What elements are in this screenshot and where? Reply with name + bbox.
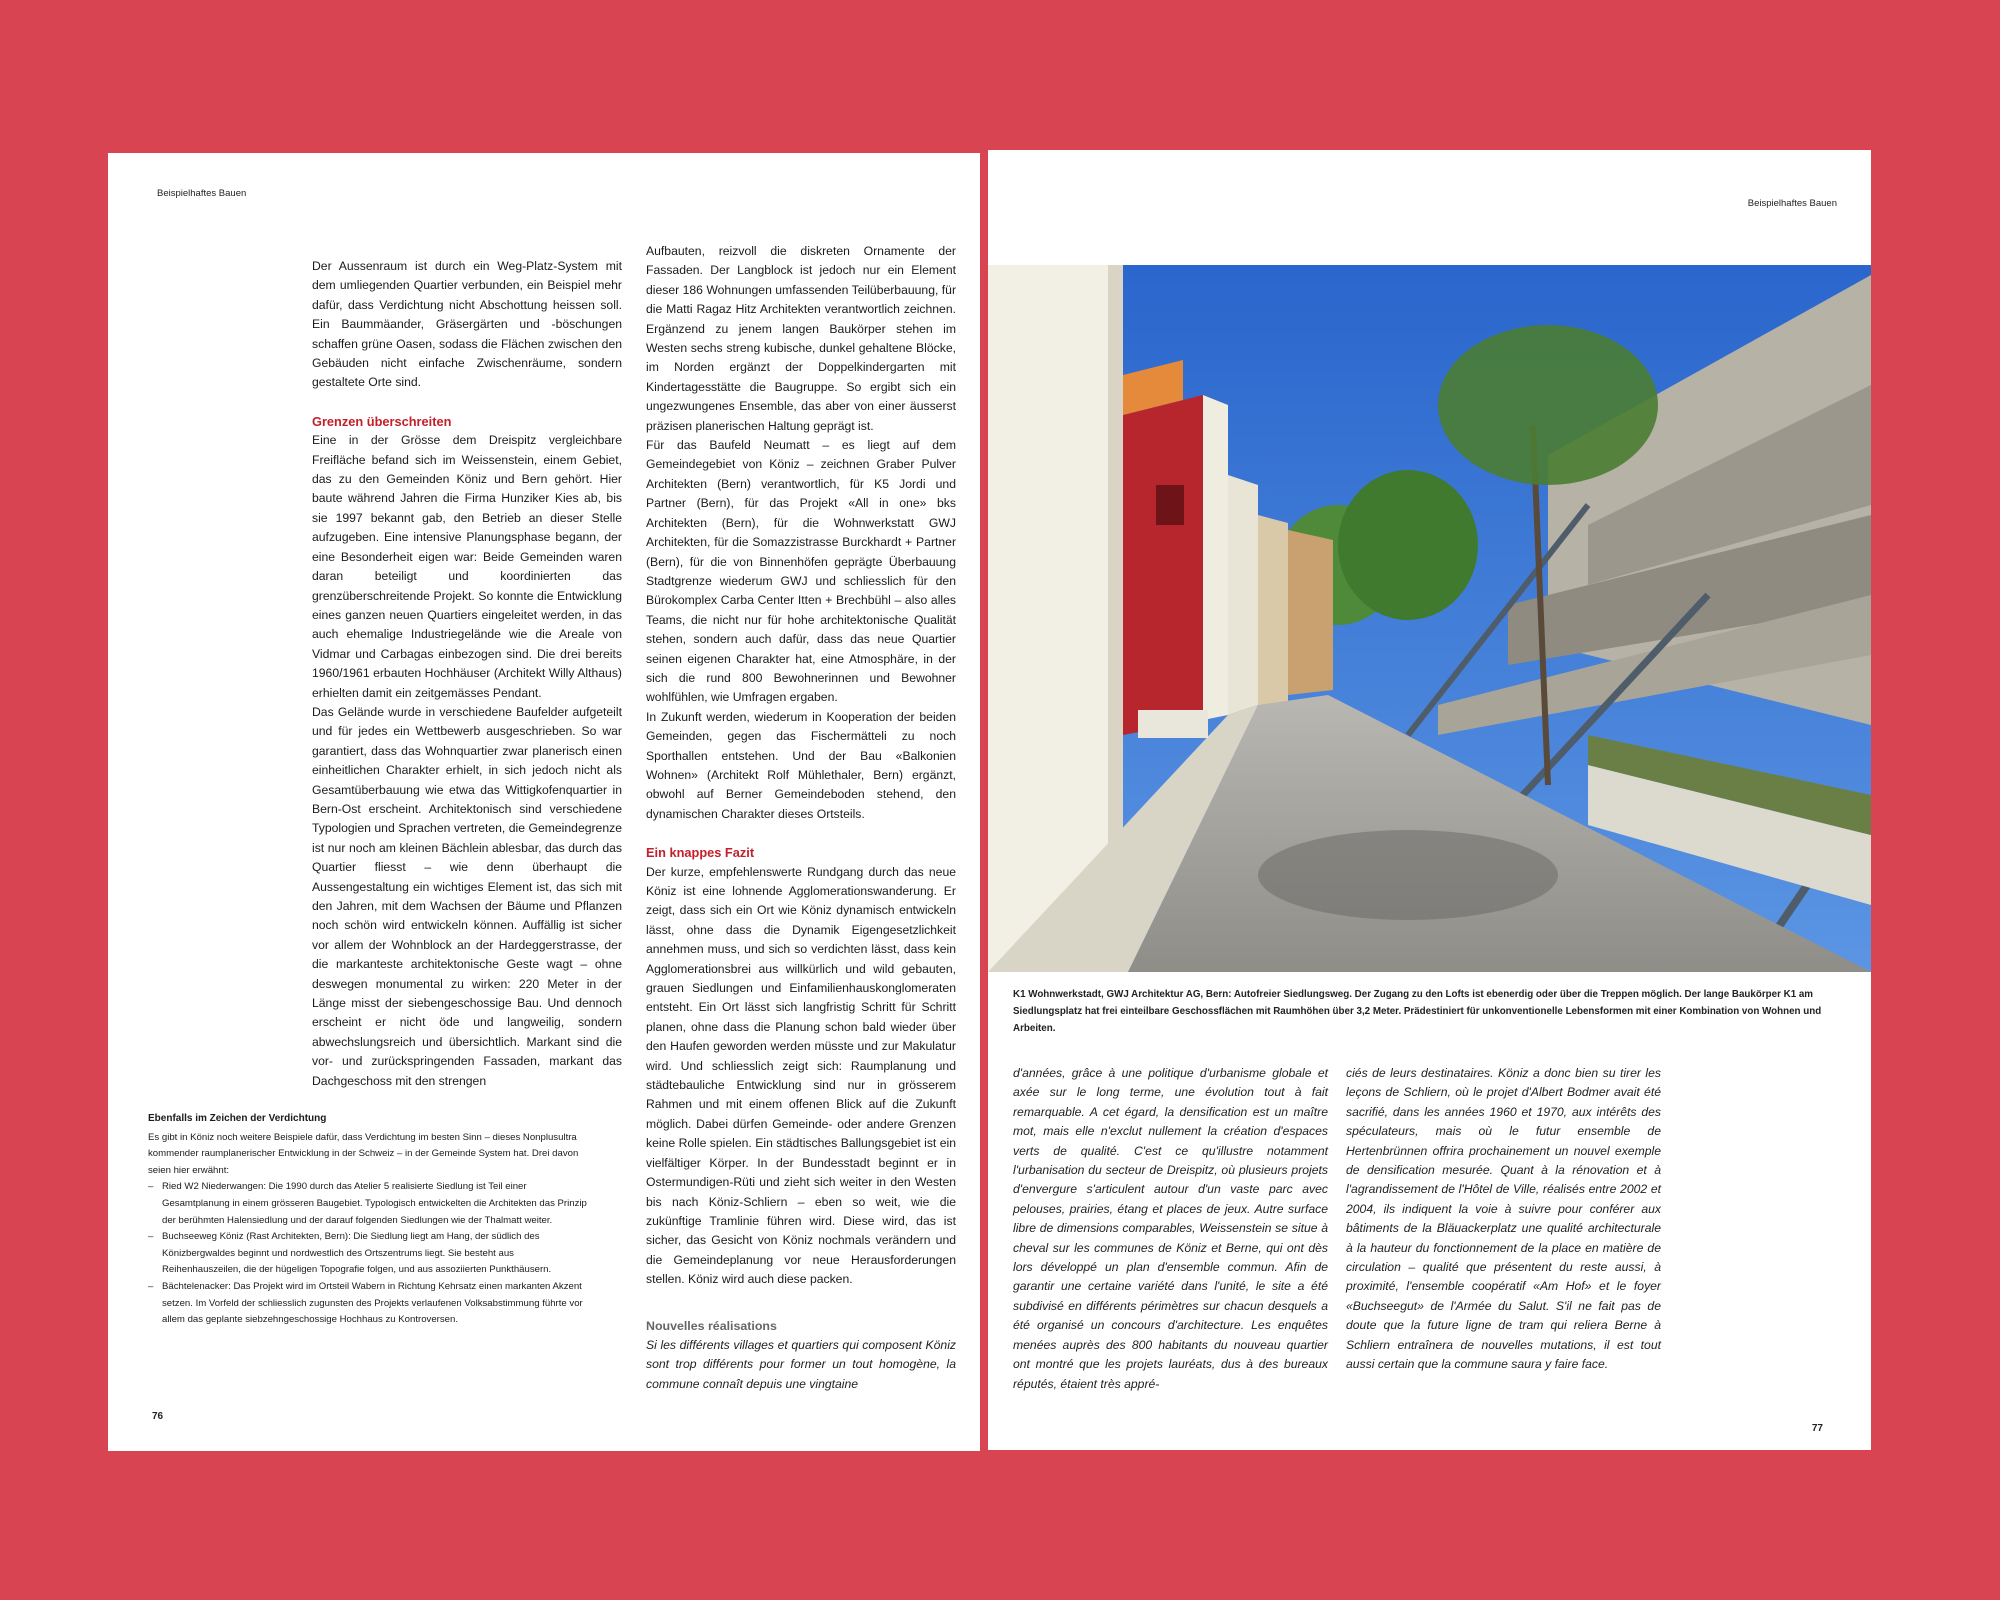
- bullet-dash: –: [148, 1231, 154, 1243]
- list-item: [148, 1179, 590, 1229]
- right-page: [988, 150, 1871, 1450]
- french-intro: [646, 1336, 956, 1394]
- paragraph: d'années, grâce à une politique d'urbanisme globale et axée sur le long terme, une évolution tout à fait remarquable. A cet égard, la densification est un maître mot, mais elle n'exclut nullement la création d'espaces verts de qualité. C'est ce qu'illustre notamment l'urbanisation du secteur de Dreispitz, où plusieurs projets d'envergure s'articulent autour d'un vaste parc avec pelouses, prairies, étang et places de jeux. Autre surface libre de dimensions comparables, Weissenstein se situe à cheval sur les communes de Köniz et Berne, qui ont dès lors développé un plan d'ensemble commun. Afin de garantir une certaine variété dans l'unité, le site a été subdivisé en différents périmètres sur chacun desquels a été organisé un concours d'architecture. Les enquêtes menées auprès des 800 habitants du nouveau quartier ont montré que les projets lauréats, dus à des bureaux réputés, étaient très appré-: [1013, 1066, 1328, 1391]
- red-facade-building: [1123, 395, 1203, 735]
- sidebar-intro: Es gibt in Köniz noch weitere Beispiele dafür, dass Verdichtung im besten Sinn – dieses Nonplusultra kommender raumplanerischer Entwicklung in der Schweiz – in der Gemeinde System hat. Drei davon seien hier erwähnt:: [148, 1131, 579, 1176]
- section-heading: Ein knappes Fazit: [646, 845, 755, 861]
- list-item-text: Ried W2 Niederwangen: Die 1990 durch das Atelier 5 realisierte Siedlung ist Teil einer Gesamtplanung in einem grösseren Baugebiet. Typologisch entwickelten die Architekten das Prinzip der berühmten Halensiedlung und der darauf folgenden Siedlungen wie der Thalmatt weiter.: [162, 1181, 587, 1226]
- distant-house: [1288, 530, 1333, 695]
- left-column-2: [646, 242, 956, 1290]
- running-head-left: Beispielhaftes Bauen: [157, 188, 247, 199]
- sidebar-list: [148, 1179, 590, 1328]
- paragraph: Eine in der Grösse dem Dreispitz vergleichbare Freifläche befand sich im Weissenstein, einem Gebiet, das zu den Gemeinden Köniz und Bern gehört. Hier baute während Jahren die Firma Hunziker Kies ab, bis sie 1997 bekannt gab, den Betrieb an dieser Stelle aufzugeben. Eine intensive Planungsphase begann, der eine Besonderheit eigen war: Beide Gemeinden waren daran beteiligt und koordinierten das grenzüberschreitende Projekt. So konnte die Entwicklung eines ganzen neuen Quartiers eingeleitet werden, in das auch ehemalige Industriegelände wie die Areale von Vidmar und Carbagas einbezogen sind. Die drei bereits 1960/1961 erbauten Hochhäuser (Architekt Willy Althaus) erhielten damit ein zeitgemässes Pendant.: [312, 433, 622, 700]
- page-number-right: 77: [1811, 1423, 1823, 1434]
- list-item: [148, 1229, 590, 1279]
- tree-foliage: [1338, 470, 1478, 620]
- photo-caption: K1 Wohnwerkstadt, GWJ Architektur AG, Bern: Autofreier Siedlungsweg. Der Zugang zu den Lofts ist ebenerdig oder über die Treppen möglich. Der lange Baukörper K1 am Siedlungsplatz hat frei einteilbare Geschossflächen mit Raumhöhen über 3,2 Meter. Prädestiniert für unkonventionelle Lebensformen mit einer Kombination von Wohnen und Arbeiten.: [1013, 989, 1822, 1034]
- french-column-2: [1346, 1064, 1661, 1375]
- paragraph: Aufbauten, reizvoll die diskreten Ornamente der Fassaden. Der Langblock ist jedoch nur ein Element dieser 186 Wohnungen umfassenden Teilüberbauung, für die Matti Ragaz Hitz Architekten verantwortlich zeichnen. Ergänzend zu jenem langen Baukörper stehen im Westen sechs streng kubische, dunkel gehaltene Blöcke, im Norden ergänzt der Doppelkindergarten mit Kindertagesstätte die Baugruppe. So ergibt sich ein ungezwungenes Ensemble, das aber von einer äusserst präzisen planerischen Haltung geprägt ist.: [646, 244, 956, 433]
- french-title: Nouvelles réalisations: [646, 1319, 777, 1333]
- list-item-text: Bächtelenacker: Das Projekt wird im Ortsteil Wabern in Richtung Kehrsatz einen markanten Akzent setzen. Im Vorfeld der schliesslich zugunsten des Projekts verlaufenen Volksabstimmung führte vor allem das geplante siebzehngeschossige Hochhaus zu Kontroversen.: [162, 1280, 583, 1326]
- paragraph: ciés de leurs destinataires. Köniz a donc bien su tirer les leçons de Schliern, où le projet d'Albert Bodmer avait été sacrifié, dans les années 1960 et 1970, aux intérêts des spéculateurs, mais où le futur ensemble de Hertenbrünnen offrira prochainement un nouvel exemple de densification mesurée. Quant à la rénovation et à l'agrandissement de l'Hôtel de Ville, réalisés entre 2002 et 2004, ils indiquent la voie à suivre pour conférer aux bâtiments de la Bläuackerplatz une qualité architecturale à la hauteur du fonctionnement de la place en matière de circulation – qualité que présentent du reste aussi, à proximité, l'ensemble coopératif «Am Hof» et le foyer «Buchseegut» de l'Armée du Salut. S'il ne fait pas de doute que la future ligne de tram qui reliera Berne à Schliern entraînera de nouvelles mutations, il est tout aussi certain que la commune saura y faire face.: [1346, 1066, 1661, 1372]
- left-page: [108, 153, 980, 1451]
- running-head-right: Beispielhaftes Bauen: [1747, 198, 1837, 209]
- paragraph: Der kurze, empfehlenswerte Rundgang durch das neue Köniz ist eine lohnende Agglomerationswanderung. Er zeigt, dass sich ein Ort wie Köniz dynamisch entwickeln lässt, ohne dass die Dynamik Eigengesetzlichkeit annehmen muss, und sich so verdichten lässt, dass kein Agglomerationsbrei aus willkürlich und wild gebauten, grauen Siedlungen und Einfamilienhauskonglomeraten entsteht. Ein Ort lässt sich langfristig Schritt für Schritt planen, ohne dass die Planung schon bald wieder über den Haufen geworden werden müsste und zur Makulatur wird. Und schliesslich zeigt sich: Raumplanung und städtebauliche Entwicklung sind nur in grösserem Rahmen und mit einem offenen Blick auf die Zukunft möglich. Dabei dürfen Gemeinde- oder andere Grenzen keine Rolle spielen. Ein städtisches Ballungsgebiet ist ein vielfältiger Körper. In der Bundesstadt beginnt er in Ostermundigen-Rüti und zieht sich weiter in den Westen bis nach Köniz-Schliern – eben so weit, wie die zukünftige Tramlinie führen wird. Diese wird, das ist sicher, das Gesicht von Köniz nochmals verändern und die Gemeindeplanung vor neue Herausforderungen stellen. Köniz wird auch diese packen.: [646, 864, 956, 1287]
- sidebar-title: Ebenfalls im Zeichen der Verdichtung: [148, 1113, 327, 1124]
- paragraph: Si les différents villages et quartiers qui composent Köniz sont trop différents pour former un tout homogène, la commune connaît depuis une vingtaine: [646, 1338, 956, 1391]
- paragraph: In Zukunft werden, wiederum in Kooperation der beiden Gemeinden, gegen das Fischermätteli zu noch Sporthallen entstehen. Und der Bau «Balkonien Wohnen» (Architekt Rolf Mühlethaler, Bern) ergänzt, obwohl auf Berner Gemeindeboden stehend, den dynamischen Charakter dieses Ortsteils.: [646, 709, 956, 821]
- paragraph: Für das Baufeld Neumatt – es liegt auf dem Gemeindegebiet von Köniz – zeichnen Graber Pulver Architekten (Bern) verantwortlich, für K5 Jordi und Partner (Bern), für das Projekt «All in one» bks Architekten (Bern), für die Wohnwerkstatt GWJ Architekten, für die Somazzistrasse Burckhardt + Partner (Bern), für die von Binnenhöfen geprägte Überbauung Stadtgrenze wiederum GWJ und schliesslich für den Bürokomplex Carba Center Itten + Brechbühl – also alles Teams, die nicht nur für hohe architektonische Qualität stehen, sondern auch dafür, dass das neue Quartier seinen eigenen Charakter hat, eine Atmosphäre, in der sich die rund 800 Bewohnerinnen und Bewohner wohlfühlen, wie Umfragen ergaben.: [646, 438, 956, 705]
- left-column-1: [312, 257, 622, 1091]
- distant-house: [1258, 515, 1288, 710]
- bullet-dash: –: [148, 1181, 154, 1193]
- paragraph: Der Aussenraum ist durch ein Weg-Platz-System mit dem umliegenden Quartier verbunden, ein Beispiel mehr dafür, dass Verdichtung nicht Abschottung heissen soll. Ein Baummäander, Gräsergärten und -böschungen schaffen grüne Oasen, sodass die Flächen zwischen den Gebäuden nicht einfache Zwischenräume, sondern gestaltete Orte sind.: [312, 259, 622, 390]
- window: [1156, 485, 1184, 525]
- section-heading: Grenzen überschreiten: [312, 413, 452, 429]
- tree-foliage: [1438, 325, 1658, 485]
- tree-shadow: [1258, 830, 1558, 920]
- bullet-dash: –: [148, 1280, 154, 1292]
- list-item-text: Buchseeweg Köniz (Rast Architekten, Bern): Die Siedlung liegt am Hang, der südlich des Könizbergwaldes beginnt und nordwestlich des Ortszentrums liegt. Sie besteht aus Reihenhauszeilen, die der hügeligen Topografie folgen, und aus assoziierten Punkthäusern.: [162, 1231, 552, 1276]
- concrete-bench: [1138, 710, 1208, 738]
- list-item: [148, 1279, 590, 1329]
- housing-street-photo: [988, 265, 1871, 972]
- sidebar-box: [148, 1111, 590, 1329]
- paragraph: Das Gelände wurde in verschiedene Baufelder aufgeteilt und für jedes ein Wettbewerb ausgeschrieben. So war garantiert, dass das Wohnquartier zwar planerisch einen einheitlichen Charakter erhielt, in sich jedoch nicht als Gesamtüberbauung wie etwa das Wittigkofenquartier in Bern-Ost erscheint. Architektonisch sind verschiedene Typologien und Sprachen vertreten, die Gemeindegrenze ist nur noch am kleinen Bächlein ablesbar, das durch das Quartier fliesst – wie denn überhaupt die Aussengestaltung ein wichtiges Element ist, das sich mit den Jahren, mit dem Wachsen der Bäume und Pflanzen noch schön wird entwickeln können. Auffällig ist sicher vor allem der Wohnblock an der Hardeggerstrasse, der die markanteste architektonische Geste wagt – ohne deswegen monumental zu wirken: 220 Meter in der Länge misst der siebengeschossige Bau. Und dennoch erscheint er nicht öde und langweilig, sondern abwechslungsreich und übersichtlich. Markant sind die vor- und zurückspringenden Fassaden, markant das Dachgeschoss mit den strengen: [312, 704, 622, 1088]
- french-column-1: [1013, 1064, 1328, 1394]
- page-number-left: 76: [152, 1411, 164, 1422]
